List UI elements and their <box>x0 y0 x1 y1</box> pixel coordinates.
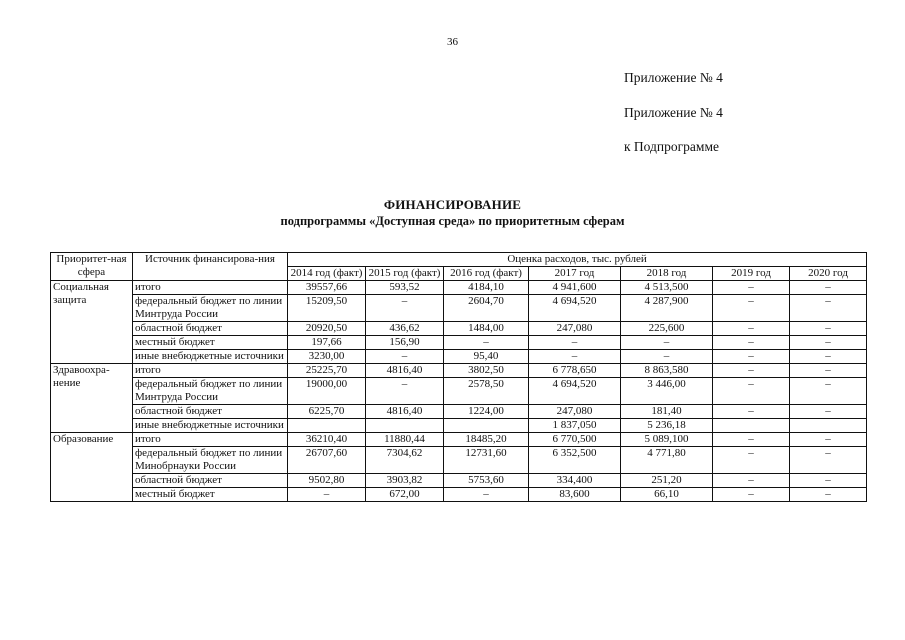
value-cell: – <box>529 336 621 350</box>
value-cell: – <box>713 405 790 419</box>
value-cell: – <box>713 378 790 405</box>
value-cell: 2578,50 <box>444 378 529 405</box>
value-cell: – <box>790 433 867 447</box>
value-cell: – <box>288 488 366 502</box>
sphere-cell: Здравоохра-нение <box>51 364 133 433</box>
value-cell: 95,40 <box>444 350 529 364</box>
value-cell: – <box>713 474 790 488</box>
value-cell: – <box>444 336 529 350</box>
value-cell: 4816,40 <box>366 405 444 419</box>
table-row <box>51 433 867 447</box>
value-cell: 4 941,600 <box>529 281 621 295</box>
value-cell: 225,600 <box>621 322 713 336</box>
value-cell: 6 770,500 <box>529 433 621 447</box>
header-source: Источник финансирова-ния <box>133 253 288 281</box>
value-cell: – <box>790 322 867 336</box>
header-year: 2018 год <box>621 267 713 281</box>
value-cell: 3903,82 <box>366 474 444 488</box>
value-cell: 4 287,900 <box>621 295 713 322</box>
header-year: 2015 год (факт) <box>366 267 444 281</box>
header-sphere: Приоритет-ная сфера <box>51 253 133 281</box>
value-cell: – <box>713 322 790 336</box>
table-row <box>51 281 867 295</box>
value-cell: – <box>790 364 867 378</box>
source-cell: итого <box>133 364 288 378</box>
value-cell: – <box>621 336 713 350</box>
value-cell: – <box>713 447 790 474</box>
value-cell: 8 863,580 <box>621 364 713 378</box>
source-cell: федеральный бюджет по линии Минобрнауки России <box>133 447 288 474</box>
appendix-subprogram-label: к Подпрограмме <box>624 139 719 154</box>
table-row <box>51 419 867 433</box>
source-cell: местный бюджет <box>133 336 288 350</box>
value-cell: 20920,50 <box>288 322 366 336</box>
value-cell: 66,10 <box>621 488 713 502</box>
value-cell: 247,080 <box>529 405 621 419</box>
source-cell: иные внебюджетные источники <box>133 419 288 433</box>
value-cell: 3802,50 <box>444 364 529 378</box>
value-cell: 197,66 <box>288 336 366 350</box>
value-cell: 4 694,520 <box>529 295 621 322</box>
financing-table-body <box>51 281 867 502</box>
source-cell: областной бюджет <box>133 474 288 488</box>
value-cell: – <box>366 350 444 364</box>
value-cell: 1 837,050 <box>529 419 621 433</box>
value-cell: – <box>713 488 790 502</box>
value-cell: 25225,70 <box>288 364 366 378</box>
table-row <box>51 322 867 336</box>
value-cell: 5 236,18 <box>621 419 713 433</box>
value-cell: 4 694,520 <box>529 378 621 405</box>
value-cell <box>444 419 529 433</box>
value-cell: 334,400 <box>529 474 621 488</box>
document-title <box>0 197 905 229</box>
value-cell: – <box>790 474 867 488</box>
title-line-1: ФИНАНСИРОВАНИЕ <box>383 197 522 212</box>
value-cell: – <box>790 350 867 364</box>
table-row <box>51 295 867 322</box>
table-row <box>51 378 867 405</box>
page-number: 36 <box>447 36 458 48</box>
value-cell: – <box>713 281 790 295</box>
value-cell: 6 352,500 <box>529 447 621 474</box>
value-cell: 5753,60 <box>444 474 529 488</box>
source-cell: федеральный бюджет по линии Минтруда России <box>133 295 288 322</box>
table-row <box>51 447 867 474</box>
value-cell: 9502,80 <box>288 474 366 488</box>
value-cell: – <box>366 295 444 322</box>
value-cell: 156,90 <box>366 336 444 350</box>
source-cell: местный бюджет <box>133 488 288 502</box>
value-cell: – <box>713 336 790 350</box>
value-cell: 39557,66 <box>288 281 366 295</box>
value-cell: 6 778,650 <box>529 364 621 378</box>
title-line-2: подпрограммы «Доступная среда» по приоритетным сферам <box>280 214 625 228</box>
value-cell: – <box>790 405 867 419</box>
value-cell: 4184,10 <box>444 281 529 295</box>
value-cell: 593,52 <box>366 281 444 295</box>
value-cell: 7304,62 <box>366 447 444 474</box>
value-cell: 18485,20 <box>444 433 529 447</box>
value-cell: 672,00 <box>366 488 444 502</box>
value-cell: 36210,40 <box>288 433 366 447</box>
value-cell: – <box>790 281 867 295</box>
value-cell: – <box>790 378 867 405</box>
header-year: 2017 год <box>529 267 621 281</box>
source-cell: федеральный бюджет по линии Минтруда России <box>133 378 288 405</box>
value-cell: 2604,70 <box>444 295 529 322</box>
value-cell: – <box>713 295 790 322</box>
appendix-label-1: Приложение № 4 <box>624 70 723 85</box>
value-cell: – <box>621 350 713 364</box>
value-cell: 4816,40 <box>366 364 444 378</box>
value-cell: 436,62 <box>366 322 444 336</box>
financing-table <box>50 252 867 502</box>
value-cell: 19000,00 <box>288 378 366 405</box>
value-cell: – <box>790 295 867 322</box>
value-cell: – <box>713 364 790 378</box>
value-cell: 3 446,00 <box>621 378 713 405</box>
value-cell <box>288 419 366 433</box>
value-cell: – <box>790 336 867 350</box>
value-cell: 251,20 <box>621 474 713 488</box>
source-cell: иные внебюджетные источники <box>133 350 288 364</box>
value-cell <box>713 419 790 433</box>
header-year: 2014 год (факт) <box>288 267 366 281</box>
value-cell: – <box>790 447 867 474</box>
value-cell: 6225,70 <box>288 405 366 419</box>
value-cell: – <box>529 350 621 364</box>
source-cell: областной бюджет <box>133 322 288 336</box>
value-cell: 11880,44 <box>366 433 444 447</box>
value-cell: 4 513,500 <box>621 281 713 295</box>
value-cell: 26707,60 <box>288 447 366 474</box>
header-year: 2016 год (факт) <box>444 267 529 281</box>
value-cell: 5 089,100 <box>621 433 713 447</box>
source-cell: итого <box>133 281 288 295</box>
sphere-cell: Социальная защита <box>51 281 133 364</box>
table-row <box>51 488 867 502</box>
value-cell <box>366 419 444 433</box>
value-cell: – <box>713 350 790 364</box>
value-cell: – <box>713 433 790 447</box>
value-cell: 12731,60 <box>444 447 529 474</box>
source-cell: итого <box>133 433 288 447</box>
source-cell: областной бюджет <box>133 405 288 419</box>
value-cell: 1484,00 <box>444 322 529 336</box>
value-cell: 4 771,80 <box>621 447 713 474</box>
value-cell: 1224,00 <box>444 405 529 419</box>
value-cell: – <box>444 488 529 502</box>
table-row <box>51 474 867 488</box>
table-row <box>51 364 867 378</box>
sphere-cell: Образование <box>51 433 133 502</box>
header-estimate: Оценка расходов, тыс. рублей <box>288 253 867 267</box>
value-cell: – <box>790 488 867 502</box>
appendix-label-2: Приложение № 4 <box>624 105 723 120</box>
value-cell <box>790 419 867 433</box>
value-cell: 247,080 <box>529 322 621 336</box>
value-cell: 181,40 <box>621 405 713 419</box>
value-cell: 3230,00 <box>288 350 366 364</box>
table-row <box>51 350 867 364</box>
value-cell: 83,600 <box>529 488 621 502</box>
header-year: 2019 год <box>713 267 790 281</box>
header-year: 2020 год <box>790 267 867 281</box>
value-cell: – <box>366 378 444 405</box>
table-row <box>51 405 867 419</box>
table-row <box>51 336 867 350</box>
value-cell: 15209,50 <box>288 295 366 322</box>
